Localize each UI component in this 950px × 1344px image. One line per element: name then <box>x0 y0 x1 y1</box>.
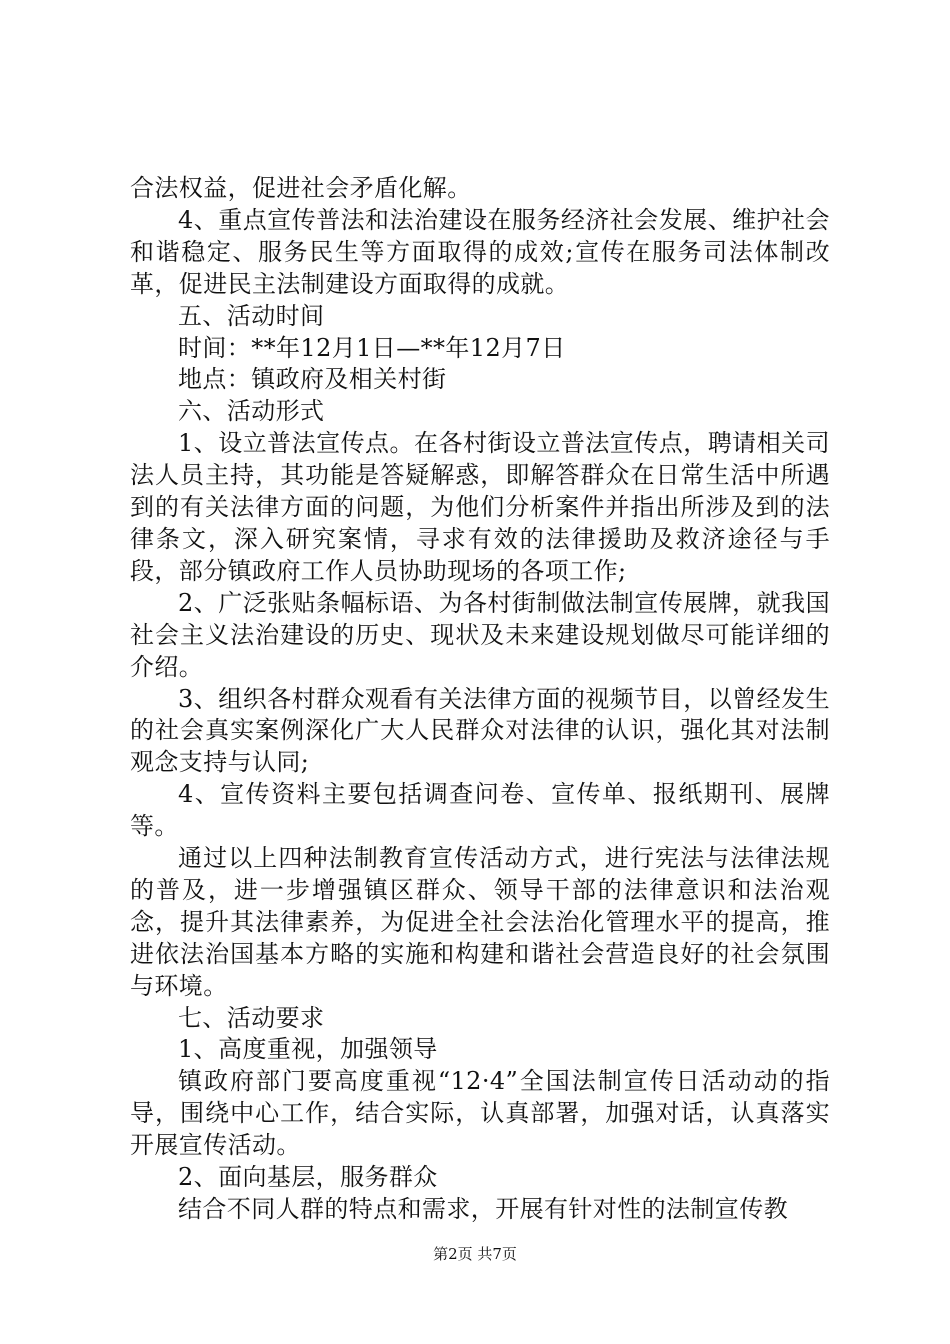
paragraph-form-1: 1、设立普法宣传点。在各村街设立普法宣传点，聘请相关司法人员主持，其功能是答疑解惑，即解答群众在日常生活中所遇到的有关法律方面的问题，为他们分析案件并指出所涉及到的法律条文，深入研究案情，寻求有效的法律援助及救济途径与手段，部分镇政府工作人员协助现场的各项工作; <box>130 429 830 585</box>
document-body <box>130 173 830 1226</box>
paragraph-form-2: 2、广泛张贴条幅标语、为各村街制做法制宣传展牌，就我国社会主义法治建设的历史、现状及未来建设规划做尽可能详细的介绍。 <box>130 588 830 681</box>
paragraph-requirement-1: 镇政府部门要高度重视“12·4”全国法制宣传日活动动的指导，围绕中心工作，结合实际，认真部署，加强对话，认真落实开展宣传活动。 <box>130 1067 830 1160</box>
section-heading-5: 五、活动时间 <box>178 301 325 330</box>
paragraph-form-4: 4、宣传资料主要包括调查问卷、宣传单、报纸期刊、展牌等。 <box>130 780 830 841</box>
section-heading-7: 七、活动要求 <box>178 1003 325 1032</box>
paragraph-summary: 通过以上四种法制教育宣传活动方式，进行宪法与法律法规的普及，进一步增强镇区群众、领导干部的法律意识和法治观念，提升其法律素养，为促进全社会法治化管理水平的提高，推进依法治国基本方略的实施和构建和谐社会营造良好的社会氛围与环境。 <box>130 844 830 1000</box>
paragraph-time: 时间：**年12月1日—**年12月7日 <box>178 333 566 362</box>
paragraph-location: 地点：镇政府及相关村街 <box>178 365 447 394</box>
subheading-2: 2、面向基层，服务群众 <box>178 1163 438 1192</box>
paragraph-0: 合法权益，促进社会矛盾化解。 <box>130 174 472 202</box>
paragraph-form-3: 3、组织各村群众观看有关法律方面的视频节目，以曾经发生的社会真实案例深化广大人民群众对法律的认识，强化其对法制观念支持与认同; <box>130 684 830 777</box>
section-heading-6: 六、活动形式 <box>178 397 325 426</box>
paragraph-1: 4、重点宣传普法和法治建设在服务经济社会发展、维护社会和谐稳定、服务民生等方面取得的成效;宣传在服务司法体制改革，促进民主法制建设方面取得的成就。 <box>130 205 830 298</box>
page-footer: 第2页 共7页 <box>433 1245 517 1263</box>
paragraph-requirement-2: 结合不同人群的特点和需求，开展有针对性的法制宣传教 <box>178 1195 788 1223</box>
subheading-1: 1、高度重视，加强领导 <box>178 1035 438 1064</box>
